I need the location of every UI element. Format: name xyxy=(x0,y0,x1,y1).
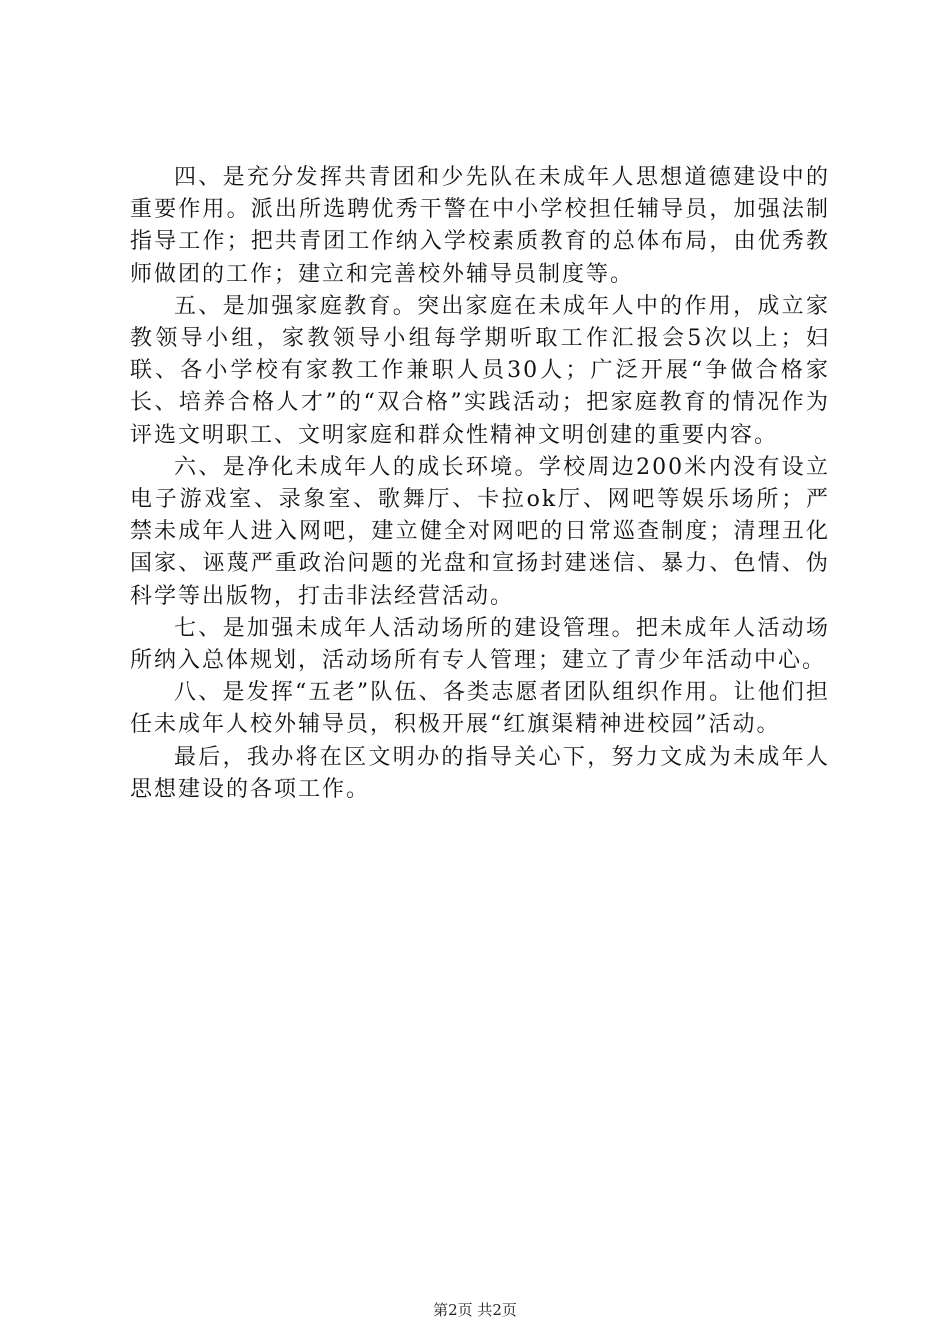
paragraph-four: 四、是充分发挥共青团和少先队在未成年人思想道德建设中的重要作用。派出所选聘优秀干警在中小学校担任辅导员，加强法制指导工作；把共青团工作纳入学校素质教育的总体布局，由优秀教师做团的工作；建立和完善校外辅导员制度等。 xyxy=(130,165,830,287)
page-number-footer: 第2页 共2页 xyxy=(433,1301,517,1319)
paragraph-seven: 七、是加强未成年人活动场所的建设管理。把未成年人活动场所纳入总体规划，活动场所有专人管理；建立了青少年活动中心。 xyxy=(130,615,830,674)
document-body xyxy=(130,162,830,806)
paragraph-eight: 八、是发挥“五老”队伍、各类志愿者团队组织作用。让他们担任未成年人校外辅导员，积极开展“红旗渠精神进校园”活动。 xyxy=(130,680,830,738)
paragraph-closing: 最后，我办将在区文明办的指导关心下，努力文成为未成年人思想建设的各项工作。 xyxy=(130,744,830,802)
paragraph-six: 六、是净化未成年人的成长环境。学校周边200米内没有设立电子游戏室、录象室、歌舞厅、卡拉ok厅、网吧等娱乐场所；严禁未成年人进入网吧，建立健全对网吧的日常巡查制度；清理丑化国家、诬蔑严重政治问题的光盘和宣扬封建迷信、暴力、色情、伪科学等出版物，打击非法经营活动。 xyxy=(130,454,830,609)
paragraph-five: 五、是加强家庭教育。突出家庭在未成年人中的作用，成立家教领导小组，家教领导小组每学期听取工作汇报会5次以上；妇联、各小学校有家教工作兼职人员30人；广泛开展“争做合格家长、培养合格人才”的“双合格”实践活动；把家庭教育的情况作为评选文明职工、文明家庭和群众性精神文明创建的重要内容。 xyxy=(130,293,830,448)
